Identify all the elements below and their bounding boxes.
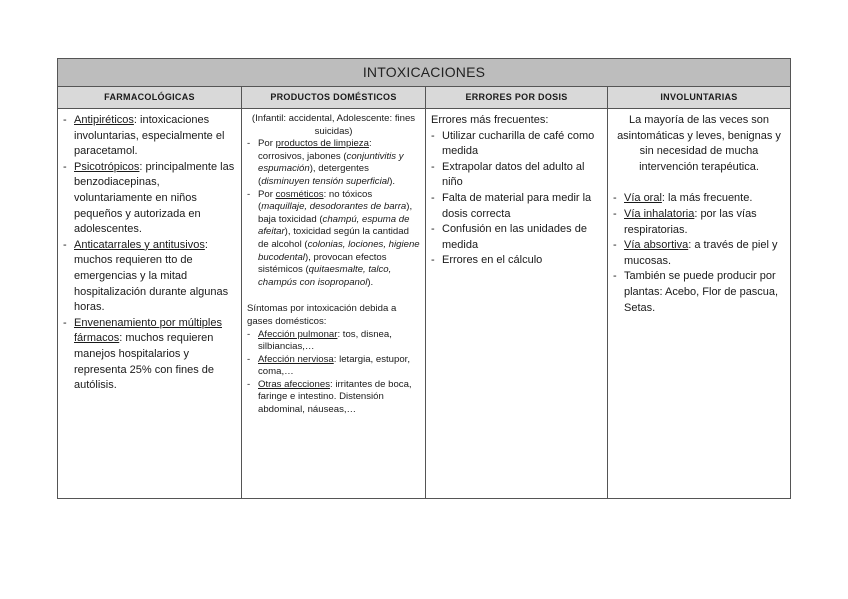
term-label: Afección pulmonar (258, 328, 338, 340)
intoxicaciones-table (57, 58, 791, 499)
spacer (247, 289, 420, 303)
item-text: ). (389, 175, 396, 187)
header-farmacologicas: FARMACOLÓGICAS (58, 87, 242, 108)
cell-involuntarias (608, 109, 790, 498)
item-text: : tos, disnea, silbiancias,… (258, 328, 392, 353)
errores-intro: Errores más frecuentes: (431, 114, 549, 126)
term-label: Vía absortiva (624, 239, 689, 252)
item-text: : principalmente las benzodiacepinas, voluntariamente en niños pequeños y autorizada en adolescentes. (74, 160, 235, 236)
item-text: También se puede producir por plantas: Acebo, Flor de pascua, Setas. (624, 270, 779, 314)
term-label: Anticatarrales y antitusivos (74, 238, 205, 251)
cell-farmacologicas (58, 109, 242, 498)
list-item: - Utilizar cucharilla de café como medida (431, 129, 602, 160)
item-text: ). (367, 276, 374, 288)
item-text: ), baja toxicidad ( (258, 201, 413, 225)
item-text: : intoxicaciones involuntarias, especialmente el paracetamol. (74, 114, 225, 158)
list-item: - Falta de material para medir la dosis correcta (431, 191, 602, 222)
list-item (63, 238, 236, 316)
term-label: Psicotrópicos (74, 160, 140, 173)
sintomas-list (247, 329, 420, 417)
item-text: ), detergentes ( (258, 163, 369, 187)
header-involuntarias: INVOLUNTARIAS (660, 92, 738, 102)
item-text: : irritantes de boca, faringe e intestino. Distensión abdominal, náuseas,… (258, 378, 412, 416)
table-body-row (58, 109, 790, 498)
cell-errores-por-dosis (426, 109, 608, 498)
term-label: Afección nerviosa (258, 353, 334, 365)
item-text: : muchos requieren manejos hospitalarios y representa 25% con fines de autólisis. (74, 332, 215, 392)
cell-productos-domesticos (242, 109, 426, 498)
list-item (247, 354, 420, 379)
item-text: ), provocan efectos sistémicos ( (258, 251, 387, 276)
list-item: - Confusión en las unidades de medida (431, 222, 602, 253)
list-item (613, 207, 785, 238)
list-item (247, 138, 420, 188)
domesticos-intro: (Infantil: accidental, Adolescente: fines suicidas) (251, 113, 416, 137)
list-item (247, 379, 420, 417)
errores-list (431, 129, 602, 269)
item-italic: maquillaje, desodorantes de barra (261, 201, 407, 213)
item-italic: champú, espuma de afeitar (258, 213, 410, 238)
item-text: : muchos requieren tto de emergencias y la mitad hospitalización durante algunas horas. (74, 238, 229, 314)
item-italic: quitaesmalte, talco, champús con isopropanol (258, 264, 392, 288)
item-text: ), toxicidad según la cantidad de alcohol ( (258, 226, 409, 250)
sintomas-intro: Síntomas por intoxicación debida a gases domésticos: (247, 303, 397, 327)
term-label: Antipiréticos (74, 114, 134, 126)
item-text: : no tóxicos ( (258, 188, 373, 213)
item-text: : por las vías respiratorias. (624, 207, 757, 236)
item-italic: conjuntivitis y espumación (258, 150, 404, 175)
spacer (613, 175, 785, 191)
term-label: Envenenamiento por múltiples fármacos (74, 316, 222, 345)
item-text: Por (258, 138, 276, 150)
term-label: Otras afecciones (258, 378, 330, 390)
list-item (63, 316, 236, 394)
list-item (613, 238, 785, 269)
list-item: - Extrapolar datos del adulto al niño (431, 160, 602, 191)
term-label: productos de limpieza (275, 138, 369, 150)
list-item (613, 191, 785, 207)
header-productos-domesticos: PRODUCTOS DOMÉSTICOS (242, 87, 426, 108)
item-text: : la más frecuente. (661, 192, 753, 205)
header-errores-por-dosis: ERRORES POR DOSIS (426, 87, 608, 108)
list-item (63, 113, 236, 160)
item-text: Por (258, 188, 276, 200)
list-item (247, 329, 420, 354)
item-text: : a través de piel y mucosas. (624, 239, 778, 267)
involuntarias-list (613, 191, 785, 316)
table-header-row (58, 87, 790, 109)
list-item: - Errores en el cálculo (431, 253, 602, 269)
item-text: : letargia, estupor, coma,… (258, 353, 410, 378)
item-italic: colonias, lociones, higiene bucodental (258, 238, 420, 263)
list-item (613, 269, 785, 316)
item-text: : corrosivos, jabones ( (258, 138, 372, 162)
table-title: INTOXICACIONES (58, 59, 790, 87)
term-label: Vía inhalatoria (624, 207, 695, 220)
list-item (247, 189, 420, 290)
farmacologicas-list (63, 113, 236, 394)
domesticos-list (247, 138, 420, 289)
term-label: Vía oral (624, 192, 662, 205)
item-italic: disminuyen tensión superficial (261, 175, 390, 187)
list-item (63, 160, 236, 238)
involuntarias-intro: La mayoría de las veces son asintomáticas y leves, benignas y sin necesidad de mucha intervención terapéutica. (617, 114, 781, 173)
term-label: cosméticos (275, 188, 324, 200)
